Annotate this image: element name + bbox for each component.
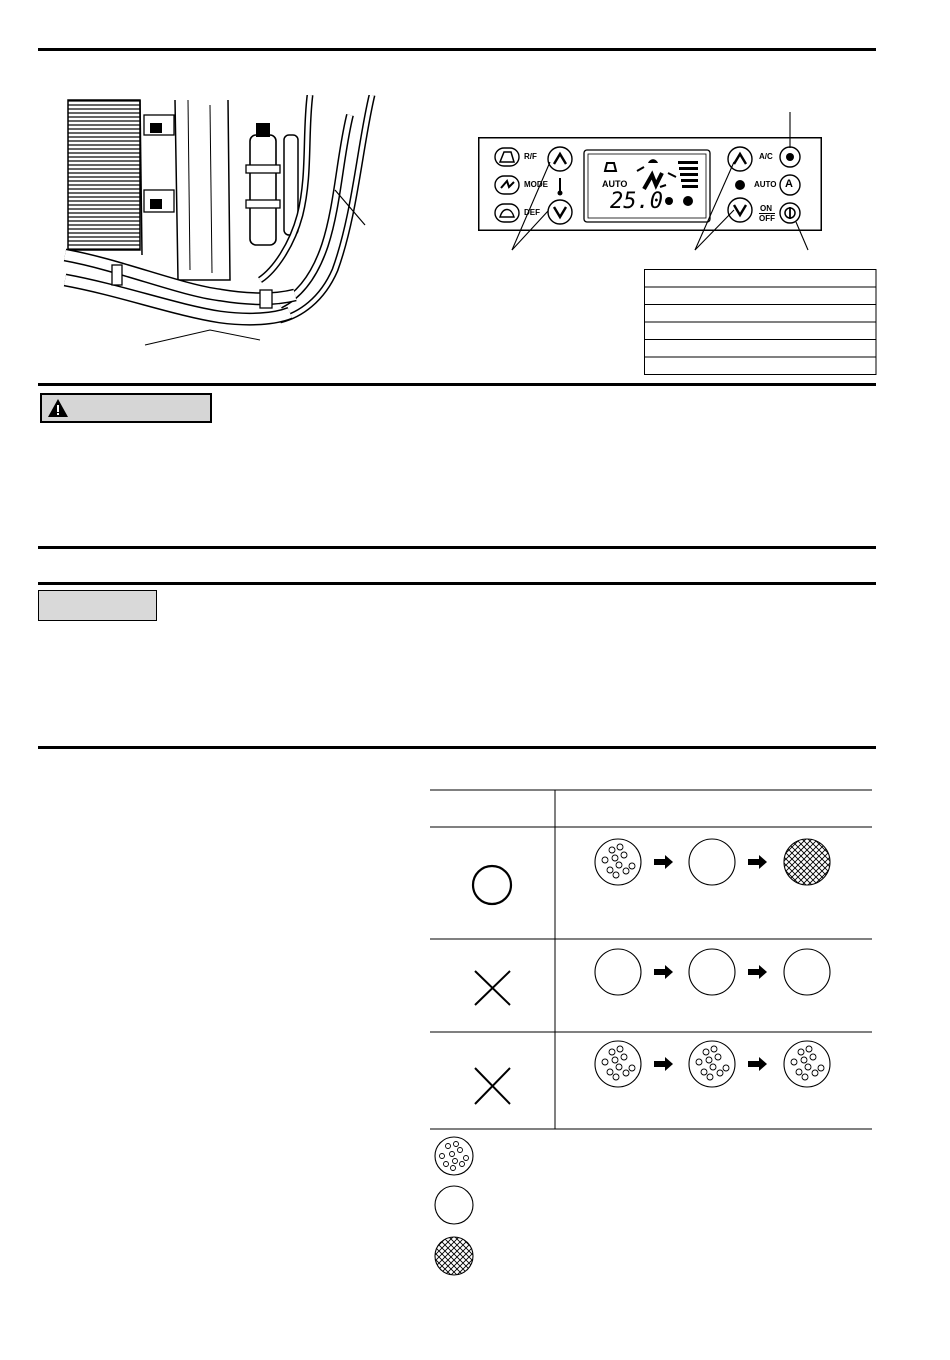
section-rule-1 [38,383,876,386]
auto-button-glyph: A [785,178,793,190]
on-label: ON [760,204,772,213]
warning-icon [47,398,69,418]
off-label: $\overline{OFF}$ [759,214,775,223]
auto-label: AUTO [754,180,777,189]
sight-glass-table [430,789,872,1134]
warning-box [40,393,212,423]
lcd-temperature: 25.0 [610,189,663,214]
receiver-drier-illustration [60,95,390,355]
ac-label: A/C [759,152,773,161]
caution-box [38,590,157,621]
lcd-auto: AUTO [602,179,628,189]
def-label: DEF [524,208,540,217]
section-rule-2 [38,546,876,549]
sight-glass-key [430,1134,480,1279]
legend-table [644,269,877,376]
top-rule [38,48,876,51]
mode-label: MODE [524,180,548,189]
section-rule-4 [38,746,876,749]
section-rule-3 [38,582,876,585]
rf-label: R/F [524,152,537,161]
panel-leader-lines [500,110,830,260]
